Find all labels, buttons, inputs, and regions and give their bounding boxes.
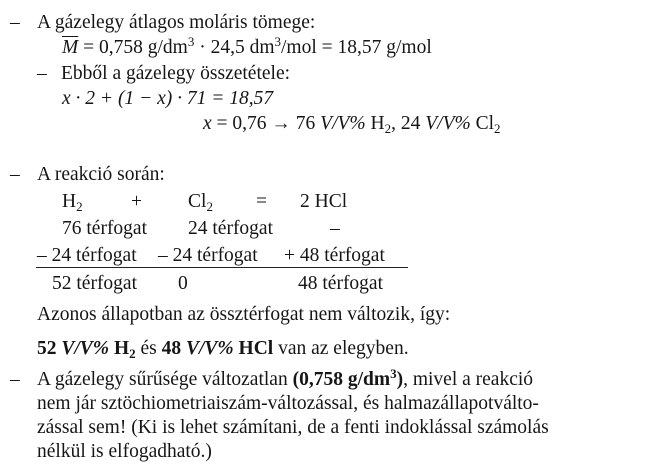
- reaction-heading: A reakció során:: [37, 164, 165, 185]
- composition-result: [203, 114, 501, 134]
- result-tail: van az elegyben.: [273, 338, 409, 359]
- conjunction: és: [135, 338, 162, 359]
- table-cell: – 24 térfogat: [158, 245, 258, 266]
- mean-molar-mass-symbol: $\overline{M}$: [62, 37, 79, 58]
- value-52: 52: [37, 338, 62, 359]
- table-cell: 48 térfogat: [298, 273, 384, 294]
- table-cell: 0: [178, 273, 188, 294]
- table-cell: 76 térfogat: [62, 218, 148, 239]
- table-cell: + 48 térfogat: [284, 245, 385, 266]
- unit-vv-2: V/V%: [425, 113, 471, 134]
- hcl-label: HCl: [233, 338, 274, 359]
- formula-exponent: 3: [187, 34, 195, 49]
- hydrogen-subscript: 2: [129, 346, 136, 361]
- table-cell: –: [330, 218, 340, 239]
- density-line-1: A gázelegy sűrűsége változatlan (0,758 $g/dm^3$), mivel a reakció: [37, 366, 534, 390]
- hydrogen-subscript: 2: [384, 121, 392, 136]
- molar-mass-formula: [62, 34, 432, 58]
- plus-sign: +: [131, 191, 142, 212]
- composition-equation: x · 2 + (1 − x) · 71 = 18,57: [62, 88, 274, 109]
- reactant-h2: $H_2$: [62, 191, 83, 214]
- density-line-4: nélkül is elfogadható.): [37, 441, 212, 462]
- hydrogen-label: H: [365, 113, 385, 134]
- final-composition: [37, 339, 409, 359]
- table-cell: 52 térfogat: [52, 273, 138, 294]
- bullet-dash: –: [10, 12, 20, 33]
- formula-rhs: = 0,758 g/dm: [83, 37, 188, 58]
- density-line-2: nem jár sztöchiometriaiszám-változással, és halmazállapotválto-: [37, 393, 539, 414]
- bullet-dash: –: [10, 369, 20, 390]
- equals-sign: =: [256, 191, 267, 212]
- variable-x: x: [203, 113, 212, 134]
- table-cell: 24 térfogat: [188, 218, 274, 239]
- formula-exponent-2: 3: [274, 34, 282, 49]
- sum-rule: [36, 267, 408, 268]
- unit-vv-2: V/V%: [185, 338, 234, 359]
- density-line-3: zással sem! (Ki is lehet számítani, de a fenti indoklással számolás: [37, 417, 549, 438]
- volume-note: Azonos állapotban az össztérfogat nem változik, így:: [37, 304, 451, 325]
- product-hcl: 2 HCl: [300, 191, 348, 212]
- chlorine-label: Cl: [470, 113, 495, 134]
- table-cell: – 24 térfogat: [37, 245, 137, 266]
- formula-tail: /mol = 18,57 g/mol: [281, 37, 432, 58]
- value-48: 48: [161, 338, 186, 359]
- result-middle: = 0,76 → 76: [211, 113, 321, 134]
- chlorine-subscript: 2: [494, 121, 501, 136]
- molar-mass-heading: A gázelegy átlagos moláris tömege:: [37, 12, 316, 33]
- unit-vv: V/V%: [320, 113, 366, 134]
- result-separator: , 24: [391, 113, 426, 134]
- reactant-cl2: $Cl_2$: [188, 191, 213, 214]
- formula-middle: · 24,5 dm: [194, 37, 275, 58]
- unit-vv: V/V%: [61, 338, 110, 359]
- hydrogen-label: H: [109, 338, 130, 359]
- bullet-dash: –: [10, 164, 20, 185]
- composition-heading: Ebből a gázelegy összetétele:: [61, 63, 291, 84]
- bullet-dash: –: [37, 63, 47, 84]
